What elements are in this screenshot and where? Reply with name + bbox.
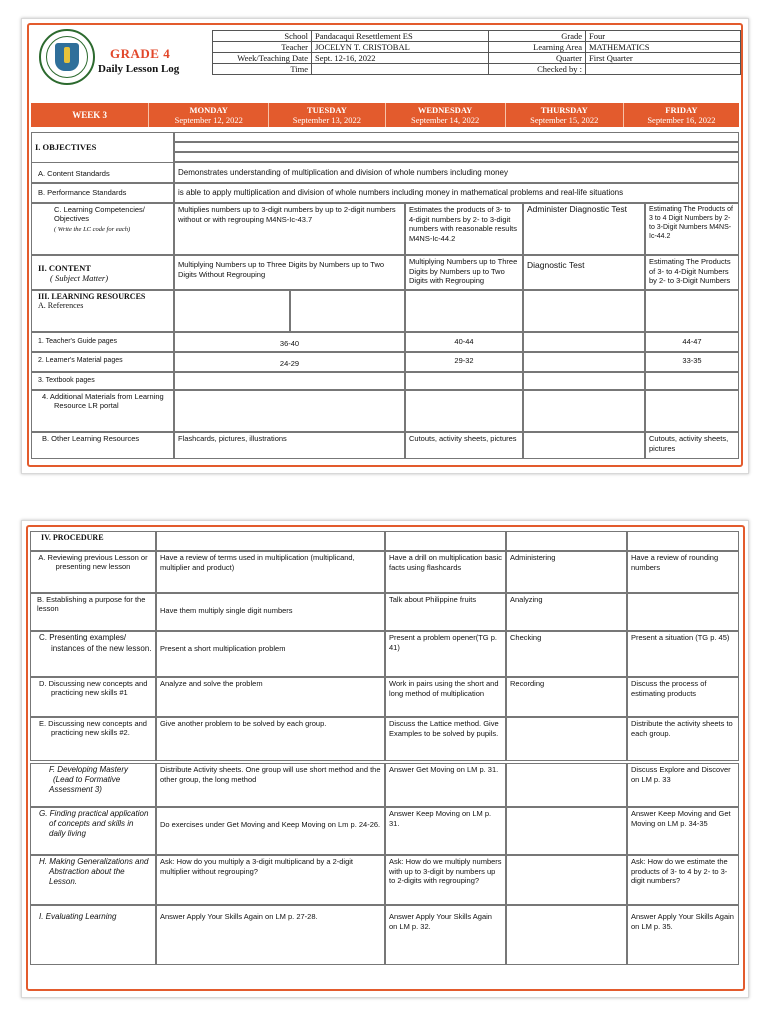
procedure-h-wednesday: Ask: How do we multiply numbers with up to 3-digit by numbers up to 2-digits with regrouping? [385,855,506,905]
references-label: A. References [38,301,84,310]
content-standards-text: Demonstrates understanding of multiplication and division of whole numbers including money [174,162,739,183]
procedure-d-thursday: Recording [506,677,627,717]
procedure-i-label: I. Evaluating Learning [30,905,156,965]
textbook-pages-label: 3. Textbook pages [31,372,174,390]
competency-monday: Multiplies numbers up to 3-digit numbers by up to 2-digit numbers without or with regrouping M4NS-Ic-43.7 [174,203,405,255]
resources-thursday [523,290,645,332]
additional-friday [645,390,739,432]
resources-tuesday [290,290,405,332]
time-value [312,64,489,75]
content-subtitle: ( Subject Matter) [50,272,109,283]
procedure-g-label: G. Finding practical application of concepts and skills in daily living [30,807,156,855]
week-day-bar [31,103,739,127]
procedure-f-label [30,763,156,807]
other-resources-monday: Flashcards, pictures, illustrations [174,432,405,459]
procedure-h-thursday [506,855,627,905]
competencies-title: C. Learning Competencies/ Objectives [54,205,145,224]
content-monday: Multiplying Numbers up to Three Digits by Numbers up to Two Digits Without Regrouping [174,255,405,290]
day-friday: FRIDAY September 16, 2022 [647,105,716,125]
procedure-b-wednesday: Talk about Philippine fruits [385,593,506,631]
content-heading [31,255,174,290]
procedure-c-label: C. Presenting examples/ instances of the new lesson. [30,631,156,677]
checked-by-value [586,64,741,75]
resources-wednesday [405,290,523,332]
daily-lesson-log-title: Daily Lesson Log [98,63,180,75]
textbook-monday [174,372,405,390]
page-1-frame [27,23,743,467]
grade-value: Four [586,31,741,42]
additional-materials-label: 4. Additional Materials from Learning Resource LR portal [31,390,174,432]
textbook-wednesday [405,372,523,390]
procedure-e-label: E. Discussing new concepts and practicing new skills #2. [30,717,156,761]
learners-material-friday: 33-35 [645,352,739,372]
content-wednesday: Multiplying Numbers up to Three Digits by Numbers up to Two Digits with Regrouping [405,255,523,290]
grade-label: Grade [489,31,586,42]
learners-material-thursday [523,352,645,372]
procedure-g-wednesday: Answer Keep Moving on LM p. 31. [385,807,506,855]
procedure-e-thursday [506,717,627,761]
textbook-friday [645,372,739,390]
procedure-i-thursday [506,905,627,965]
week-date-label: Week/Teaching Date [213,53,312,64]
teachers-guide-friday: 44-47 [645,332,739,352]
other-resources-label: B. Other Learning Resources [31,432,174,459]
day-monday: MONDAY September 12, 2022 [149,103,269,127]
procedure-g-monday: Do exercises under Get Moving and Keep Moving on Lm p. 24-26. [156,807,385,855]
objectives-blank-2 [174,142,739,152]
procedure-i-friday: Answer Apply Your Skills Again on LM p. 35. [627,905,739,965]
additional-monday [174,390,405,432]
performance-standards-text: is able to apply multiplication and division of whole numbers including money in mathematical problems and real-life situations [174,183,739,203]
procedure-c-thursday: Checking [506,631,627,677]
procedure-heading: IV. PROCEDURE [30,531,156,551]
resources-monday-a [174,290,290,332]
procedure-f-monday: Distribute Activity sheets. One group will use short method and the other group, the long method [156,763,385,807]
quarter-label: Quarter [489,53,586,64]
lesson-log-page-1 [21,18,749,474]
procedure-head-friday [627,531,739,551]
procedure-h-friday: Ask: How do we estimate the products of 3- to 4 by 2- to 3-digit numbers? [627,855,739,905]
procedure-a-friday: Have a review of rounding numbers [627,551,739,593]
teacher-label: Teacher [213,42,312,53]
other-resources-wednesday: Cutouts, activity sheets, pictures [405,432,523,459]
procedure-g-friday: Answer Keep Moving and Get Moving on LM p. 34-35 [627,807,739,855]
procedure-f-thursday [506,763,627,807]
procedure-b-thursday: Analyzing [506,593,627,631]
teachers-guide-label: 1. Teacher's Guide pages [31,332,174,352]
learners-material-label: 2. Learner's Material pages [31,352,174,372]
procedure-d-wednesday: Work in pairs using the short and long method of multiplication [385,677,506,717]
learners-material-monday: 24-29 [174,352,405,372]
procedure-b-label: B. Establishing a purpose for the lesson [30,593,156,631]
week-date-value: Sept. 12-16, 2022 [312,53,489,64]
day-thursday: THURSDAY September 15, 2022 [506,103,624,127]
time-label: Time [213,64,312,75]
teachers-guide-wednesday: 40-44 [405,332,523,352]
learners-material-wednesday: 29-32 [405,352,523,372]
objectives-heading: I. OBJECTIVES [31,132,174,184]
teacher-value: JOCELYN T. CRISTOBAL [312,42,489,53]
procedure-h-label: H. Making Generalizations and Abstraction about the Lesson. [30,855,156,905]
objectives-blank-1 [174,132,739,142]
resources-heading [31,290,174,332]
procedure-b-monday: Have them multiply single digit numbers [156,593,385,631]
teachers-guide-monday: 36-40 [174,332,405,352]
procedure-g-thursday [506,807,627,855]
procedure-d-friday: Discuss the process of estimating products [627,677,739,717]
additional-wednesday [405,390,523,432]
content-standards-label: A. Content Standards [31,162,174,183]
competency-friday: Estimating The Products of 3 to 4 Digit Numbers by 2- to 3-Digit Numbers M4NS-Ic-44.2 [645,203,739,255]
school-value: Pandacaqui Resettlement ES [312,31,489,42]
procedure-h-monday: Ask: How do you multiply a 3-digit multiplicand by a 2-digit multiplier without regrouping? [156,855,385,905]
procedure-i-wednesday: Answer Apply Your Skills Again on LM p. 32. [385,905,506,965]
school-label: School [213,31,312,42]
procedure-f-wednesday: Answer Get Moving on LM p. 31. [385,763,506,807]
procedure-f-subtitle: (Lead to Formative Assessment 3) [49,775,121,794]
learning-area-value: MATHEMATICS [586,42,741,53]
procedure-f-title: F. Developing Mastery [49,765,128,774]
procedure-d-monday: Analyze and solve the problem [156,677,385,717]
content-thursday: Diagnostic Test [523,255,645,290]
page-2-frame [26,525,745,991]
procedure-b-friday [627,593,739,631]
resources-friday [645,290,739,332]
procedure-c-friday: Present a situation (TG p. 45) [627,631,739,677]
competencies-label [31,203,174,255]
procedure-head-wednesday [385,531,506,551]
procedure-head-thursday [506,531,627,551]
procedure-a-wednesday: Have a drill on multiplication basic facts using flashcards [385,551,506,593]
procedure-c-wednesday: Present a problem opener(TG p. 41) [385,631,506,677]
procedure-e-wednesday: Discuss the Lattice method. Give Examples to be solved by pupils. [385,717,506,761]
procedure-d-label: D. Discussing new concepts and practicing new skills #1 [30,677,156,717]
other-resources-friday: Cutouts, activity sheets, pictures [645,432,739,459]
learning-area-label: Learning Area [489,42,586,53]
content-friday: Estimating The Products of 3- to 4-Digit Numbers by 2- to 3-Digit Numbers [645,255,739,290]
grade-title: GRADE 4 [110,46,171,61]
procedure-c-monday: Present a short multiplication problem [156,631,385,677]
day-tuesday: TUESDAY September 13, 2022 [269,103,385,127]
objectives-blank-3 [174,152,739,162]
competency-wednesday: Estimates the products of 3- to 4-digit numbers by 2- to 3-digit numbers with reasonable results M4NS-Ic-44.2 [405,203,523,255]
procedure-e-monday: Give another problem to be solved by each group. [156,717,385,761]
quarter-value: First Quarter [586,53,741,64]
textbook-thursday [523,372,645,390]
performance-standards-label: B. Performance Standards [31,183,174,203]
deped-seal-icon [39,29,95,85]
checked-by-label: Checked by : [489,64,586,75]
procedure-a-label: A. Reviewing previous Lesson or presenting new lesson [30,551,156,593]
procedure-a-thursday: Administering [506,551,627,593]
resources-title: III. LEARNING RESOURCES [38,292,146,301]
additional-thursday [523,390,645,432]
competency-thursday: Administer Diagnostic Test [523,203,645,255]
procedure-f-friday: Discuss Explore and Discover on LM p. 33 [627,763,739,807]
procedure-a-monday: Have a review of terms used in multiplication (multiplicand, multiplier and product) [156,551,385,593]
procedure-e-friday: Distribute the activity sheets to each group. [627,717,739,761]
header-info-table [212,30,741,75]
procedure-head-monday [156,531,385,551]
other-resources-thursday [523,432,645,459]
content-title: II. CONTENT [38,263,91,273]
day-wednesday: WEDNESDAY September 14, 2022 [386,103,506,127]
week-label: WEEK 3 [31,103,149,127]
lesson-log-page-2 [21,520,749,998]
competencies-note: ( Write the LC code for each) [54,225,131,233]
procedure-i-monday: Answer Apply Your Skills Again on LM p. 27-28. [156,905,385,965]
teachers-guide-thursday [523,332,645,352]
